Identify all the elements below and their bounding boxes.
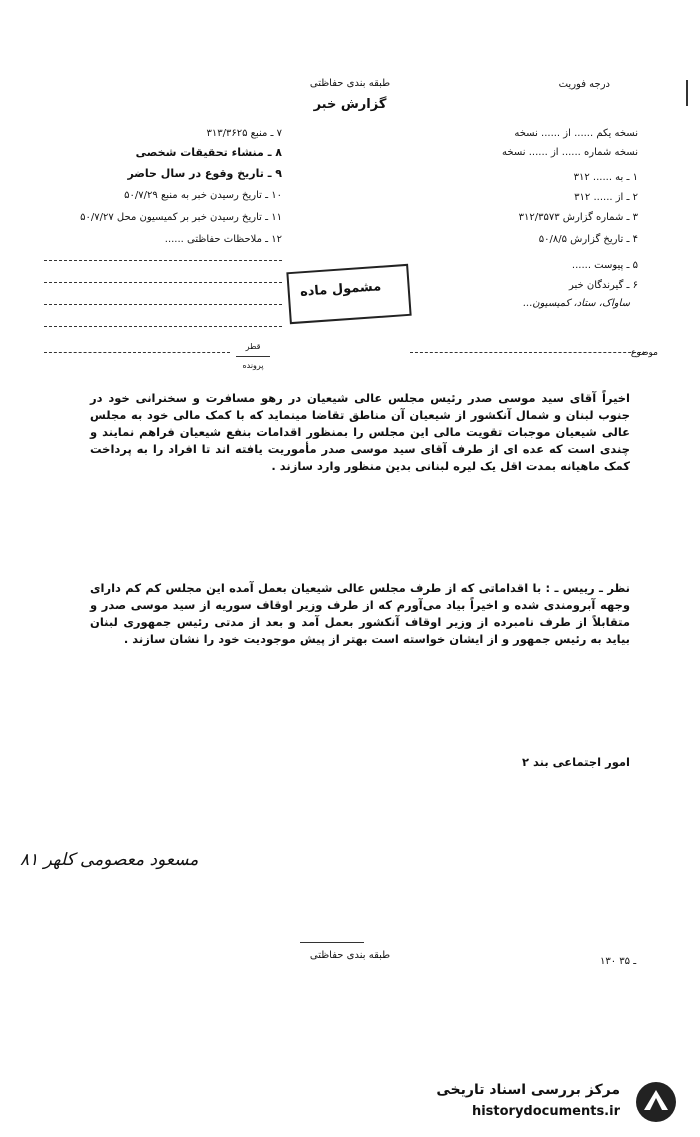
- watermark-url: historydocuments.ir: [471, 1104, 620, 1119]
- recipients-field: ۶ ـ گیرندگان خبر: [568, 280, 638, 291]
- signature: مسعود معصومی کلهر ۸۱: [20, 850, 199, 870]
- footer-classification: طبقه بندی حفاظتی: [309, 950, 391, 961]
- copy-index-field: نسخه شماره ...... از ...... نسخه: [502, 147, 638, 158]
- commission-receipt-date-field: ۱۱ ـ تاریخ رسیدن خبر بر کمیسیون محل ۵۰/۷/۲۷: [80, 212, 282, 223]
- page-code: ۱۳۰ ـ ۳۵: [600, 956, 637, 967]
- blank-rule: [44, 352, 230, 353]
- report-date-field: ۴ ـ تاریخ گزارش ۵۰/۸/۵: [538, 234, 638, 245]
- subject-rule: [410, 352, 646, 353]
- file-box-bottom: پرونده: [236, 356, 270, 375]
- blank-rule: [44, 304, 282, 305]
- report-number-field: ۳ ـ شماره گزارش ۳۱۲/۳۵۷۳: [518, 212, 638, 223]
- file-box: [236, 338, 270, 375]
- copy-number-field: نسخه یکم ...... از ...... نسخه: [514, 128, 638, 139]
- blank-rule: [44, 282, 282, 283]
- archive-logo-icon: [634, 1080, 678, 1124]
- stamp-text: مشمول ماده: [299, 279, 382, 300]
- watermark-org: مرکز بررسی اسناد تاریخی: [436, 1082, 620, 1098]
- header-classification: طبقه بندی حفاظتی: [309, 78, 391, 89]
- from-field: ۲ ـ از ...... ۳۱۲: [574, 192, 638, 203]
- body-paragraph-3: امور اجتماعی بند ۲: [521, 755, 630, 769]
- priority-label: درجه فوریت: [558, 79, 610, 90]
- protective-notes-field: ۱۲ ـ ملاحظات حفاظتی ......: [164, 234, 282, 245]
- body-paragraph-1: اخیراً آقای سید موسی صدر رئیس مجلس عالی شیعیان در رهو مسافرت و سخنرانی خود در جنوب لبنان و شمال آنکشور از شیعیان آن مناطق تقاضا مینماید که با کمک مالی خود به مجلس عالی شیعیان موجبات تقویت مالی این مجلس را بمنظور اقدامات بنفع شیعیان فراهم نمایند و چندی است که عده ای از طرف آقای سید موسی صدر مأموریت یافته اند تا افراد را به پرداخت کمک ماهیانه بمدت اقل یک لیره لبنانی بدین منظور وارد سازند .: [90, 391, 630, 473]
- page-title: گزارش خبر: [313, 97, 387, 112]
- occurrence-date-field: ۹ ـ تاریخ وقوع در سال حاضر: [127, 167, 282, 180]
- body-paragraph-2: نظر ـ رییس ـ : با اقداماتی که از طرف مجلس عالی شیعیان بعمل آمده این مجلس کم کم دارای وجهه آبرومندی شده و اخیراً بیاد می‌آورم که از طرف وزیر اوقاف سوریه از سید موسی صدر و متقابلاً از طرف نامبرده از وزیر اوقاف آنکشور بعمل آمد و بعد از مدتی رئیس جمهوری لبنان بیاید به رئیس جمهور و از ایشان خواسته است بهتر از پیش موجودیت خود را نشان سازند .: [90, 581, 630, 646]
- origin-field: ۸ ـ منشاء تحقیقات شخصی: [135, 146, 282, 159]
- file-box-top: قطر: [245, 342, 261, 351]
- blank-rule: [44, 260, 282, 261]
- attachment-field: ۵ ـ پیوست ......: [571, 260, 638, 271]
- source-receipt-date-field: ۱۰ ـ تاریخ رسیدن خبر به منبع ۵۰/۷/۲۹: [124, 190, 282, 201]
- blank-rule: [44, 326, 282, 327]
- recipients-handwriting: ساواک، ستاد، کمیسیون...: [522, 298, 630, 309]
- subject-label: موضوع: [630, 348, 658, 358]
- to-field: ۱ ـ به ...... ۳۱۲: [573, 172, 638, 183]
- footer-rule: [300, 942, 364, 943]
- source-field: ۷ ـ منبع ۳۱۳/۳۶۲۵: [206, 128, 282, 139]
